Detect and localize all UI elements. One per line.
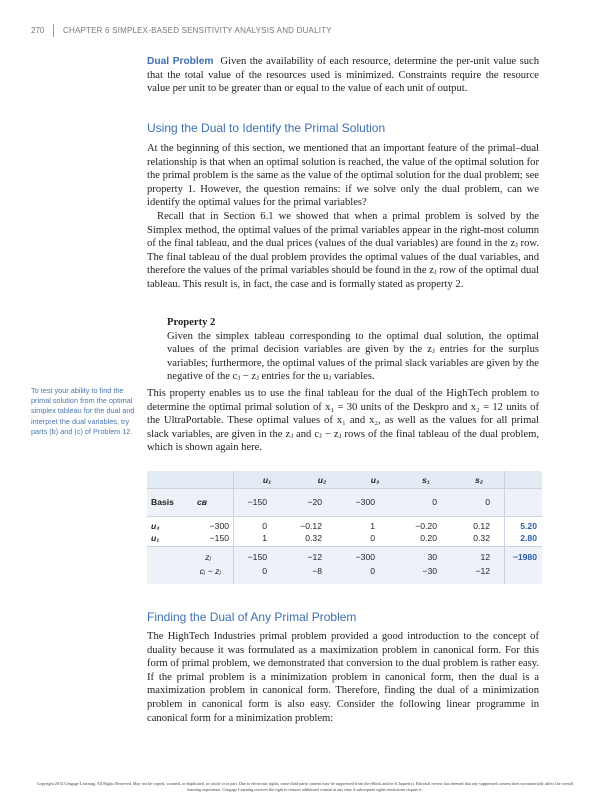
cz-u1: 0 <box>262 566 267 576</box>
cost-u2: −20 <box>307 497 322 507</box>
cz-label: cⱼ − zⱼ <box>199 566 221 576</box>
section1-paragraph-2: Recall that in Section 6.1 we showed that when a primal problem is solved by the Simplex method, the optimal values of the primal variables appear in the right-most column of the final tableau, and the dual prices (values of the dual variables) are found in the zⱼ row. The final tableau of the dual problem provides the optimal values of the dual variables, and therefore the values of the primal variables should be found in the zⱼ row of the optimal dual tableau. This result is, in fact, the case and is formally stated as property 2. <box>147 210 539 290</box>
cost-u1: −150 <box>247 497 267 507</box>
header-divider <box>53 24 54 37</box>
dual-problem-text: Given the availability of each resource, determine the per-unit value such that the total value of the resources used is minimized. Constraints require the resource value per unit to be greater than or equal to the value of each unit of output. <box>147 56 539 95</box>
col-header-u1: u₁ <box>262 475 272 485</box>
basis-row-1: u₃ <box>151 521 160 531</box>
cb-label: cʙ <box>197 497 208 507</box>
r1-s2: 0.12 <box>473 521 490 531</box>
r2-rhs: 2.80 <box>520 533 537 543</box>
zj-s1: 30 <box>427 552 437 562</box>
zj-u3: −300 <box>355 552 375 562</box>
paragraph-3: This property enables us to use the final tableau for the dual of the HighTech problem to determine the optimal primal solution of x₁ = 30 units of the Deskpro and x₂ = 12 units of the UltraPortable. These optimal values of x₁ and x₂, as well as the values for all primal slack variables, are given in the zⱼ and cⱼ − zⱼ rows of the final tableau of the dual problem, which is shown again here. <box>147 388 539 454</box>
page-number: 270 <box>31 26 45 35</box>
section2-body <box>147 630 539 725</box>
cz-u2: −8 <box>312 566 322 576</box>
property-text: Given the simplex tableau corresponding to the optimal dual solution, the optimal values of the primal decision variables are given by the zⱼ entries for the surplus variables; furthermore, the optimal values of the primal slack variables are given by the negative of the cⱼ − zⱼ entries for the uⱼ variables. <box>167 330 539 383</box>
section-title-using-dual: Using the Dual to Identify the Primal Solution <box>147 121 386 135</box>
cost-u3: −300 <box>355 497 375 507</box>
r1-rhs: 5.20 <box>520 521 537 531</box>
section-title-finding-dual: Finding the Dual of Any Primal Problem <box>147 610 357 624</box>
chapter-title: CHAPTER 6 SIMPLEX-BASED SENSITIVITY ANALYSIS AND DUALITY <box>63 26 332 35</box>
cz-s1: −30 <box>422 566 437 576</box>
r1-s1: −0.20 <box>415 521 437 531</box>
r1-u3: 1 <box>370 521 375 531</box>
dual-problem-definition <box>147 55 539 96</box>
r2-u3: 0 <box>370 533 375 543</box>
col-header-s1: s₁ <box>422 475 430 485</box>
section2-paragraph: The HighTech Industries primal problem provided a good introduction to the concept of duality because it was formulated as a maximization problem in canonical form. For this form of primal problem, we demonstrated that conversion to the dual problem is rather easy. If the primal problem is a minimization problem in canonical form, then the dual is a maximization problem in canonical form. Therefore, finding the dual of a minimization problem in canonical form is also easy. Consider the following linear programme in canonical form for a minimization problem: <box>147 631 539 724</box>
zj-rhs: −1980 <box>512 552 537 562</box>
cz-u3: 0 <box>370 566 375 576</box>
section1-body <box>147 142 539 292</box>
basis-label: Basis <box>151 497 174 507</box>
cost-s1: 0 <box>432 497 437 507</box>
zj-s2: 12 <box>480 552 490 562</box>
dual-final-tableau <box>147 466 542 584</box>
r1-u1: 0 <box>262 521 267 531</box>
section1-paragraph-1: At the beginning of this section, we mentioned that an important feature of the primal–dual relationship is that when an optimal solution is reached, the value of the optimal solution for the primal problem is the same as the value of the optimal solution for the dual problem; see property 1. However, the question remains: if we solve only the dual problem, can we identify the optimal values for the primal variables? <box>147 143 539 209</box>
cb-row-1: −300 <box>209 521 229 531</box>
r2-s2: 0.32 <box>473 533 490 543</box>
running-header <box>31 26 571 40</box>
r2-u2: 0.32 <box>305 533 322 543</box>
cz-s2: −12 <box>475 566 490 576</box>
copyright-footer: Copyright 2014 Cengage Learning. All Rights Reserved. May not be copied, scanned, or duplicated, in whole or in part. Due to electronic rights, some third party content may be suppressed from the eBook and/or eChapter(s). Editorial review has deemed that any suppressed content does not materially affect the overall learning experience. Cengage Learning reserves the right to remove additional content at any time if subsequent rights restrictions require it. <box>36 781 574 792</box>
r1-u2: −0.12 <box>300 521 322 531</box>
zj-u2: −12 <box>307 552 322 562</box>
basis-row-2: u₁ <box>151 533 160 543</box>
paragraph-highTech <box>147 387 539 455</box>
zj-label: zⱼ <box>205 552 211 562</box>
dual-problem-lead: Dual Problem <box>147 56 214 67</box>
col-header-s2: s₂ <box>474 475 484 485</box>
property-title: Property 2 <box>167 317 216 328</box>
r2-s1: 0.20 <box>420 533 437 543</box>
zj-u1: −150 <box>247 552 267 562</box>
col-header-u3: u₃ <box>370 475 380 485</box>
section-using-dual <box>147 121 539 135</box>
property-2-box <box>167 316 539 384</box>
col-header-u2: u₂ <box>317 475 327 485</box>
r2-u1: 1 <box>262 533 267 543</box>
section-finding-dual <box>147 610 539 624</box>
cost-s2: 0 <box>485 497 490 507</box>
cb-row-2: −150 <box>209 533 229 543</box>
margin-note: To test your ability to find the primal solution from the optimal simplex tableau for the dual and interpret the dual variables, try parts (b) and (c) of Problem 12. <box>31 386 135 436</box>
